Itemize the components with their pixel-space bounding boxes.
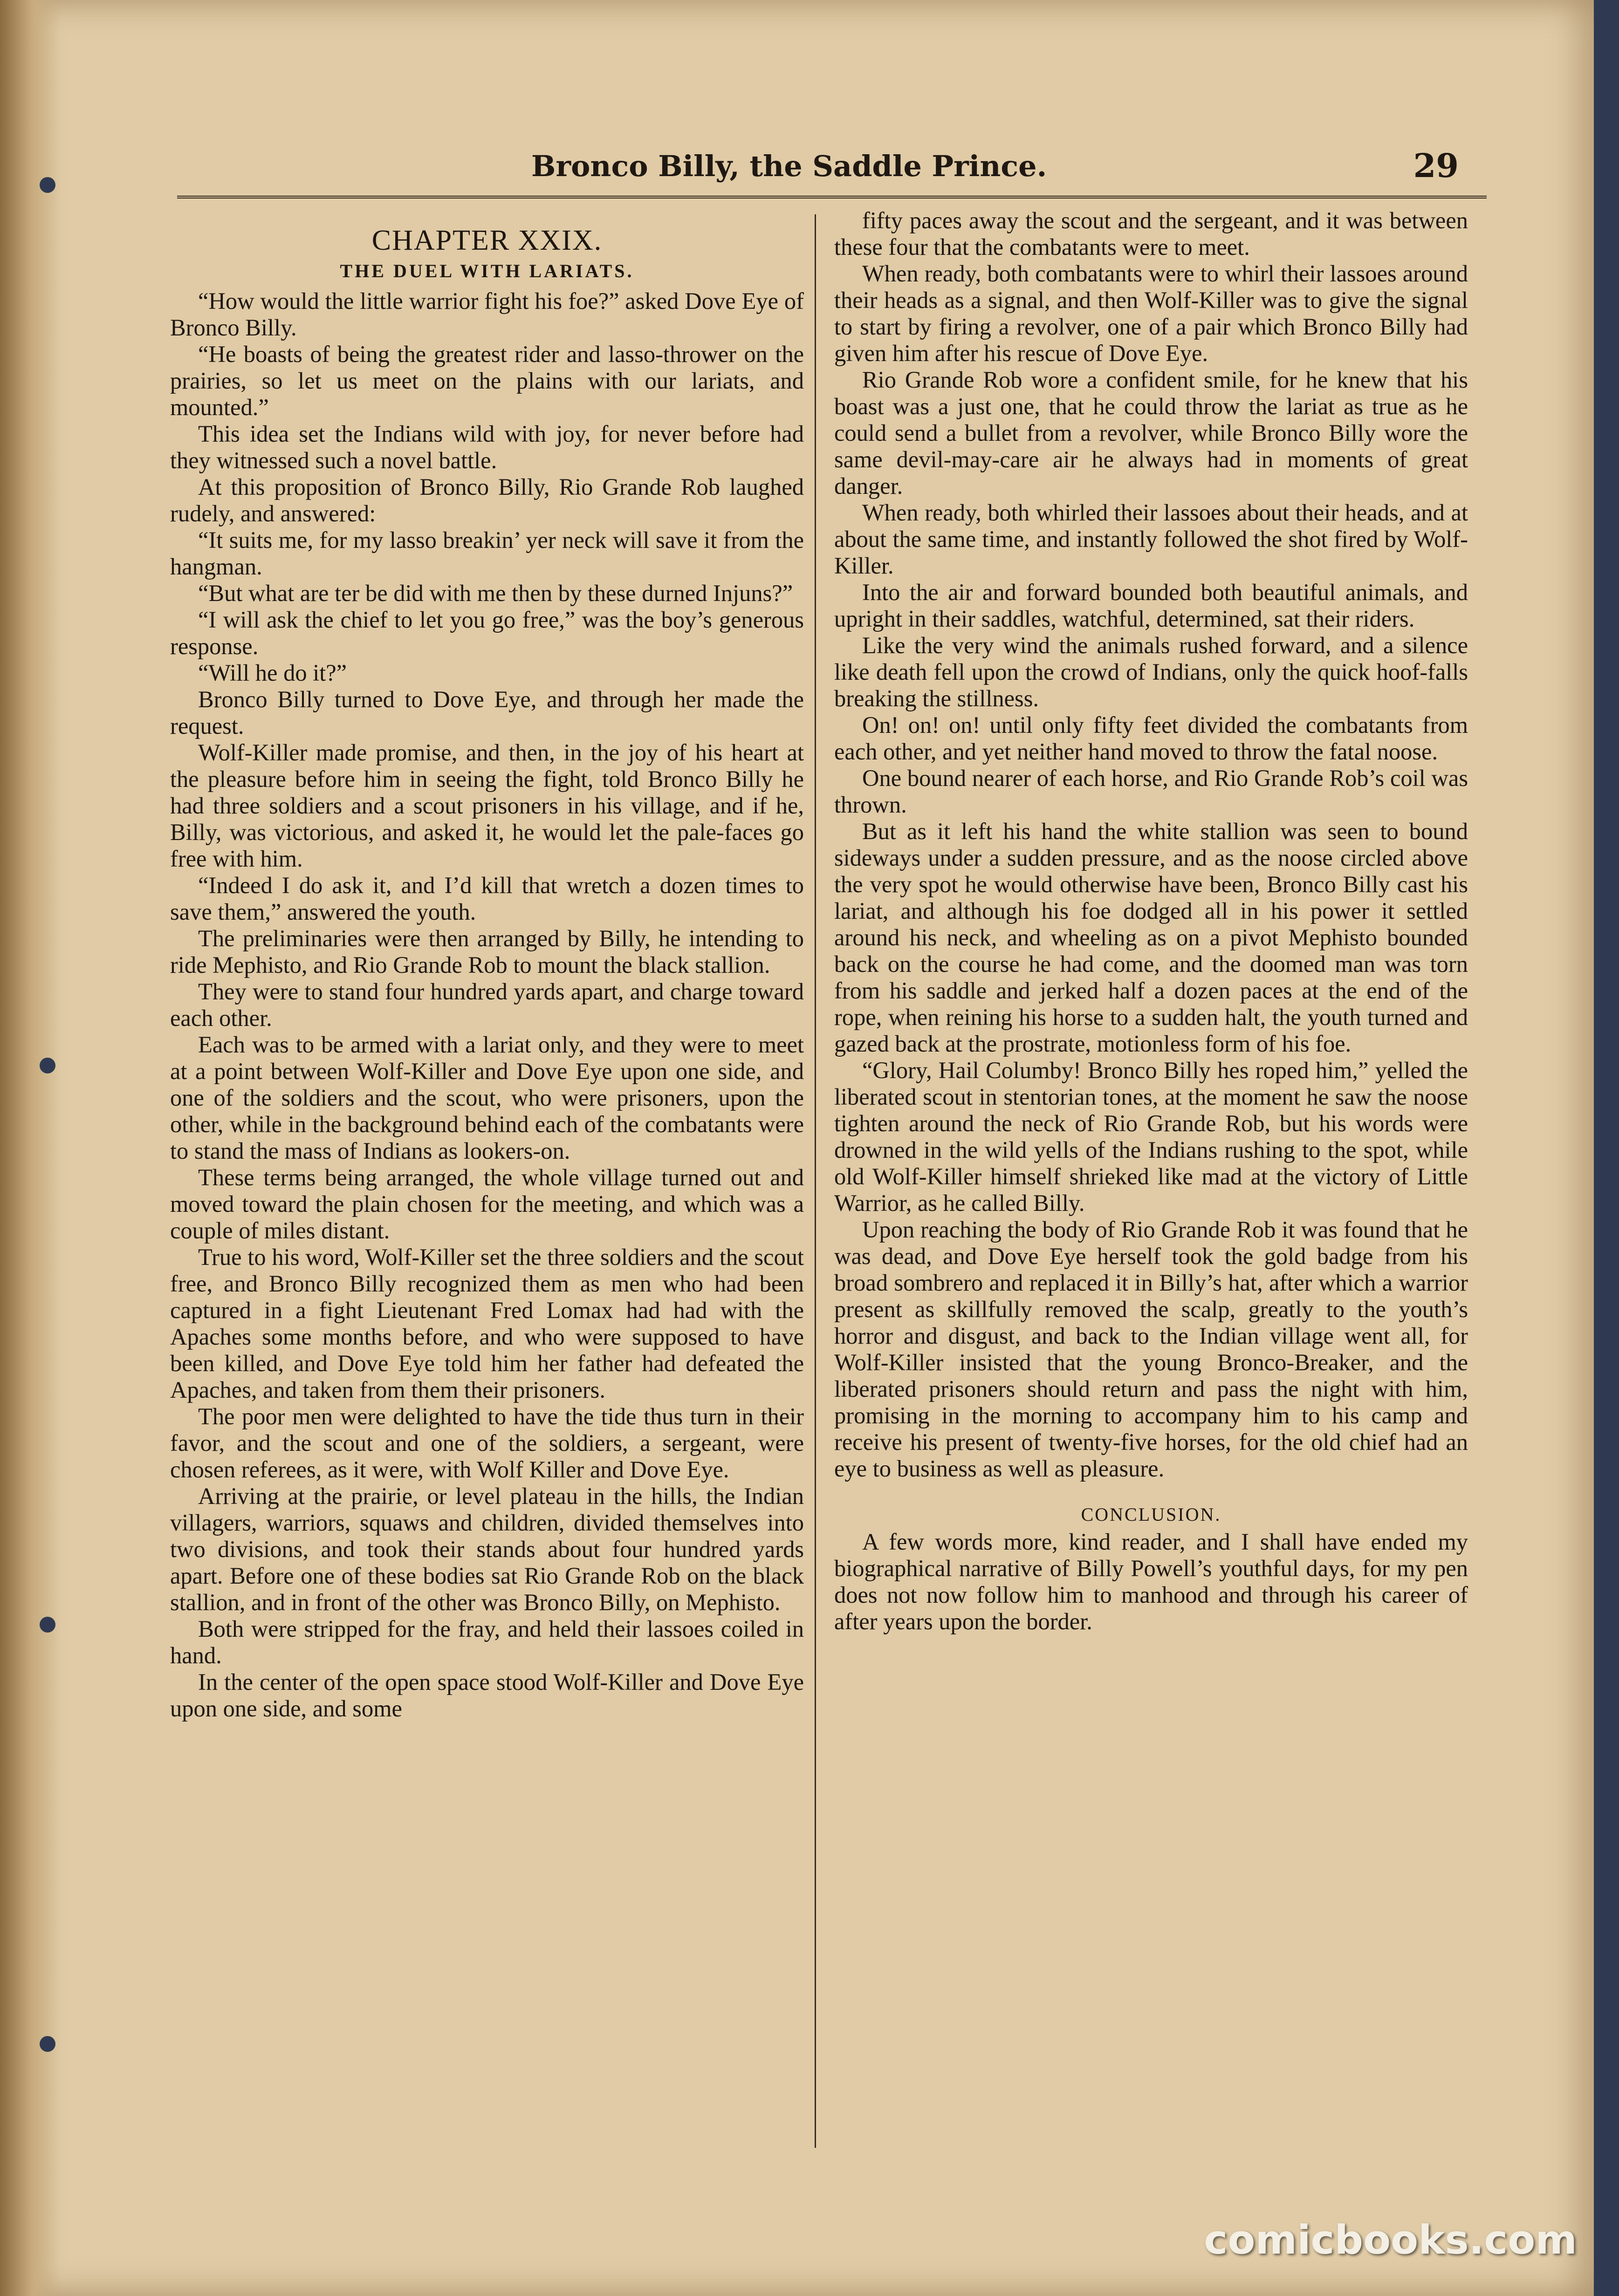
chapter-subtitle: THE DUEL WITH LARIATS. [340, 260, 634, 281]
paragraph: At this proposition of Bronco Billy, Rio Grande Rob laughed rudely, and answered: [170, 474, 804, 526]
paragraph: Arriving at the prairie, or level plateau in the hills, the Indian villagers, warriors, squaws and children, divided themselves into two divisions, and took their stands about four hundred yards apart. Before one of these bodies sat Rio Grande Rob on the black stallion, and in front of the other was Bronco Billy, on Mephisto. [170, 1483, 804, 1615]
paragraph: When ready, both combatants were to whirl their lassoes around their heads as a signal, and then Wolf-Killer was to give the signal to start by firing a revolver, one of a pair which Bronco Billy had given him after his rescue of Dove Eye. [834, 260, 1468, 366]
paragraph: Rio Grande Rob wore a confident smile, for he knew that his boast was a just one, that he could throw the lariat as true as he could send a bullet from a revolver, while Bronco Billy wore the same devil-may-care air he always had in moments of great danger. [834, 367, 1468, 499]
paragraph: One bound nearer of each horse, and Rio Grande Rob’s coil was thrown. [834, 765, 1468, 818]
conclusion-text: A few words more, kind reader, and I shall have ended my biographical narrative of Billy Powell’s youthful days, for my pen does not now follow him to manhood and through his career of after years upon the border. [834, 1529, 1468, 1634]
paragraph: Wolf-Killer made promise, and then, in the joy of his heart at the pleasure before him in seeing the fight, told Bronco Billy he had three soldiers and a scout prisoners in his village, and if he, Billy, was victorious, and asked it, he would let the pale-faces go free with him. [170, 739, 804, 872]
paragraph: Upon reaching the body of Rio Grande Rob it was found that he was dead, and Dove Eye herself took the gold badge from his broad sombrero and replaced it in Billy’s hat, after which a warrior present as skillfully removed the scalp, greatly to the youth’s horror and disgust, and back to the Indian village went all, for Wolf-Killer insisted that the young Bronco-Breaker, and the liberated prisoners should return and pass the night with him, promising in the morning to accompany him to his camp and receive his present of twenty-five horses, for the old chief had an eye to business as well as pleasure. [834, 1216, 1468, 1482]
paragraph: In the center of the open space stood Wolf-Killer and Dove Eye upon one side, and some [170, 1669, 804, 1722]
binding-hole [40, 177, 55, 193]
right-column-body [834, 207, 1468, 1482]
paragraph: The preliminaries were then arranged by Billy, he intending to ride Mephisto, and Rio Grande Rob to mount the black stallion. [170, 925, 804, 978]
paragraph: The poor men were delighted to have the tide thus turn in their favor, and the scout and one of the soldiers, a sergeant, were chosen referees, as it were, with Wolf Killer and Dove Eye. [170, 1403, 804, 1483]
paragraph: “How would the little warrior fight his foe?” asked Dove Eye of Bronco Billy. [170, 288, 804, 341]
binding-hole [40, 1058, 55, 1073]
page-number: 29 [1413, 146, 1459, 185]
paragraph: Bronco Billy turned to Dove Eye, and through her made the request. [170, 686, 804, 739]
running-title: Bronco Billy, the Saddle Prince. [531, 149, 1047, 183]
paragraph: True to his word, Wolf-Killer set the three soldiers and the scout free, and Bronco Billy recognized them as men who had been captured in a fight Lieutenant Fred Lomax had had with the Apaches some months before, and who were supposed to have been killed, and Dove Eye told him her father had defeated the Apaches, and taken from them their prisoners. [170, 1244, 804, 1403]
paragraph: These terms being arranged, the whole village turned out and moved toward the plain chosen for the meeting, and which was a couple of miles distant. [170, 1164, 804, 1244]
paragraph: fifty paces away the scout and the sergeant, and it was between these four that the combatants were to meet. [834, 207, 1468, 260]
paragraph: But as it left his hand the white stallion was seen to bound sideways under a sudden pressure, and as the noose circled above the very spot he would otherwise have been, Bronco Billy cast his lariat, and although his foe dodged all in his power it settled around his neck, and wheeling as on a pivot Mephisto bounded back on the course he had come, and the doomed man was torn from his saddle and jerked half a dozen paces at the end of the rope, when reining his horse to a sudden halt, the youth turned and gazed back at the prostrate, motionless form of his foe. [834, 818, 1468, 1057]
binding-hole [40, 1617, 55, 1633]
left-column [170, 219, 804, 1722]
column-divider [815, 214, 816, 2148]
paragraph: Like the very wind the animals rushed forward, and a silence like death fell upon the crowd of Indians, only the quick hoof-falls breaking the stillness. [834, 632, 1468, 711]
watermark: comicbooks.com [1204, 2217, 1577, 2263]
paragraph: On! on! on! until only fifty feet divided the combatants from each other, and yet neither hand moved to throw the fatal noose. [834, 712, 1468, 765]
paragraph: “He boasts of being the greatest rider and lasso-thrower on the prairies, so let us meet on the plains with our lariats, and mounted.” [170, 341, 804, 420]
paragraph: Into the air and forward bounded both beautiful animals, and upright in their saddles, watchful, determined, sat their riders. [834, 579, 1468, 632]
conclusion-heading: CONCLUSION. [1081, 1504, 1221, 1525]
paragraph: This idea set the Indians wild with joy, for never before had they witnessed such a novel battle. [170, 421, 804, 473]
chapter-title: CHAPTER XXIX. [371, 225, 603, 256]
running-header [177, 140, 1487, 198]
paragraph: When ready, both whirled their lassoes about their heads, and at about the same time, and instantly followed the shot fired by Wolf-Killer. [834, 499, 1468, 579]
paragraph: “Glory, Hail Columby! Bronco Billy hes roped him,” yelled the liberated scout in stentorian tones, at the moment he saw the noose tighten around the neck of Rio Grande Rob, but his words were drowned in the wild yells of the Indians rushing to the spot, while old Wolf-Killer himself shrieked like mad at the victory of Little Warrior, as he called Billy. [834, 1057, 1468, 1216]
paragraph: “I will ask the chief to let you go free,” was the boy’s generous response. [170, 607, 804, 659]
right-column [834, 207, 1468, 1635]
paragraph: Both were stripped for the fray, and held their lassoes coiled in hand. [170, 1616, 804, 1668]
paragraph: Each was to be armed with a lariat only, and they were to meet at a point between Wolf-Killer and Dove Eye upon one side, and one of the soldiers and the scout, who were prisoners, upon the other, while in the background behind each of the combatants were to stand the mass of Indians as lookers-on. [170, 1032, 804, 1164]
paragraph: “Indeed I do ask it, and I’d kill that wretch a dozen times to save them,” answered the youth. [170, 872, 804, 925]
binding-shadow [0, 0, 61, 2296]
left-column-body [170, 288, 804, 1722]
paragraph: “But what are ter be did with me then by these durned Injuns?” [198, 580, 793, 606]
paragraph: “Will he do it?” [198, 660, 347, 686]
paragraph: “It suits me, for my lasso breakin’ yer neck will save it from the hangman. [170, 527, 804, 580]
binding-hole [40, 2036, 55, 2052]
paragraph: They were to stand four hundred yards apart, and charge toward each other. [170, 978, 804, 1031]
